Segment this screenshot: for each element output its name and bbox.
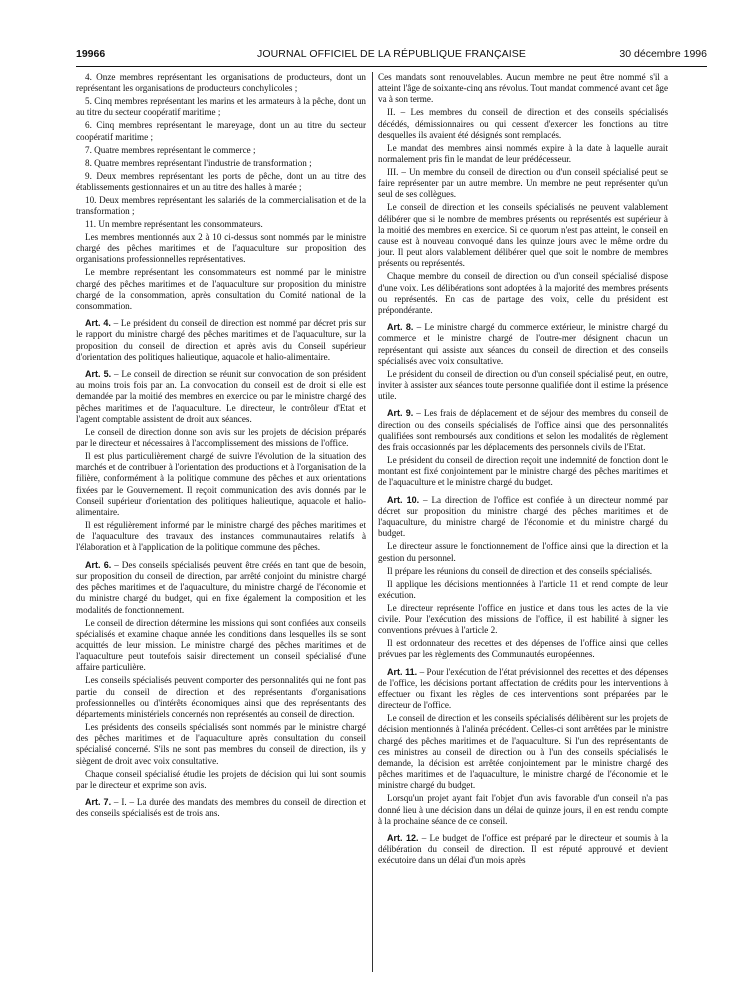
paragraph — [76, 145, 366, 156]
paragraph — [76, 722, 366, 767]
paragraph-text: Le conseil de direction détermine les missions qui sont confiées aux conseils spécialisés et examine chaque année les conditions dans lesquelles ils se sont acquittés de leur mission. Le ministre chargé des pêches maritimes et de l'aquaculture peut toutefois saisir directement un conseil spécialisé d'une affaire particulière. — [76, 617, 366, 673]
paragraph-text: 5. Cinq membres représentant les marins et les armateurs à la pêche, dont un au titre du secteur coopératif maritime ; — [76, 96, 366, 118]
paragraph — [378, 143, 668, 165]
paragraph — [378, 202, 668, 269]
paragraph-text: Le président du conseil de direction ou d'un conseil spécialisé peut, en outre, inviter à assister aux séances toute personne qualifiée dont il estime la présence utile. — [378, 368, 668, 402]
paragraph-text: – Le ministre chargé du commerce extérieur, le ministre chargé du commerce et le ministre chargé de l'outre-mer désignent chacun un représentant qui assiste aux séances du conseil de direction et des conseils spécialisés avec voix consultative. — [378, 322, 668, 366]
article-number: Art. 10. — [387, 494, 420, 505]
paragraph — [76, 675, 366, 720]
publication-date: 30 décembre 1996 — [619, 48, 707, 60]
paragraph — [76, 171, 366, 193]
paragraph-text: – Des conseils spécialisés peuvent être créés en tant que de besoin, sur proposition du conseil de direction, par arrêté conjoint du ministre chargé des pêches maritimes et de l'aquaculture, du ministre chargé de l'économie et du ministre chargé du budget, qui en fixe également la composition et les modalités de fonctionnement. — [76, 559, 366, 615]
paragraph-text: – Pour l'exécution de l'état prévisionnel des recettes et des dépenses de l'office, les décisions portant affectation de crédits pour les interventions à effectuer ou fixant les règles de ces interventions sont préparées par le directeur de l'office. — [378, 666, 668, 711]
paragraph — [76, 232, 366, 266]
article-paragraph — [378, 495, 668, 540]
paragraph — [378, 579, 668, 601]
paragraph — [76, 120, 366, 142]
paragraph — [76, 520, 366, 554]
paragraph-text: 9. Deux membres représentant les ports de pêche, dont un au titre des établissements gestionnaires et un au titre des halles à marée ; — [76, 170, 366, 192]
paragraph — [76, 618, 366, 674]
paragraph-text: – La direction de l'office est confiée à un directeur nommé par décret sur proposition du ministre chargé des pêches maritimes et de l'aquaculture, du ministre chargé de l'économie et du ministre chargé du budget. — [378, 494, 668, 539]
paragraph-text: Il applique les décisions mentionnées à l'article 11 et rend compte de leur exécution. — [378, 578, 668, 600]
paragraph-text: Le directeur assure le fonctionnement de l'office ainsi que la direction et la gestion du personnel. — [378, 541, 668, 563]
article-paragraph — [378, 322, 668, 367]
article-paragraph — [378, 667, 668, 712]
article-number: Art. 8. — [387, 322, 414, 333]
paragraph-text: 11. Un membre représentant les consommateurs. — [85, 219, 263, 230]
article-number: Art. 7. — [85, 796, 112, 807]
paragraph-text: Chaque conseil spécialisé étudie les projets de décision qui lui sont soumis par le directeur et exprime son avis. — [76, 768, 366, 790]
article-number: Art. 9. — [387, 408, 414, 419]
paragraph — [76, 267, 366, 312]
paragraph-text: Chaque membre du conseil de direction ou d'un conseil spécialisé dispose d'une voix. Les délibérations sont adoptées à la majorité des membres présents ou représentés. En cas de partage des voix, celle du président est prépondérante. — [378, 271, 668, 316]
paragraph-text: Le mandat des membres ainsi nommés expire à la date à laquelle aurait normalement pris fin le mandat de leur prédécesseur. — [378, 142, 668, 165]
left-column — [76, 72, 366, 821]
paragraph-text: III. – Un membre du conseil de direction ou d'un conseil spécialisé peut se faire représenter par un autre membre. Un membre ne peut représenter qu'un seul de ses collègues. — [378, 167, 668, 200]
paragraph — [76, 427, 366, 449]
paragraph-text: 8. Quatre membres représentant l'industrie de transformation ; — [85, 157, 312, 168]
paragraph-text: Le membre représentant les consommateurs est nommé par le ministre chargé des pêches maritimes et de l'aquaculture sur proposition du ministre chargé de la consommation, après consultation du Comité national de la consommation. — [76, 267, 366, 312]
article-number: Art. 11. — [387, 666, 418, 677]
paragraph — [76, 769, 366, 791]
paragraph — [76, 195, 366, 217]
article-paragraph — [378, 833, 668, 867]
paragraph — [76, 72, 366, 94]
paragraph — [378, 72, 668, 106]
article-number: Art. 6. — [85, 559, 112, 570]
paragraph — [378, 566, 668, 577]
paragraph-text: Le conseil de direction donne son avis sur les projets de décision préparés par le directeur et nécessaires à l'accomplissement des missions de l'office. — [76, 426, 366, 449]
paragraph — [378, 793, 668, 827]
paragraph — [378, 455, 668, 489]
paragraph-text: – Le président du conseil de direction est nommé par décret pris sur le rapport du ministre chargé des pêches maritimes et de l'aquaculture, sur la proposition du conseil de direction et après avis du Conseil supérieur d'orientation des politiques halieutique, aquacole et halio-alimentaire. — [76, 318, 366, 362]
paragraph — [378, 603, 668, 637]
paragraph-text: Le président du conseil de direction reçoit une indemnité de fonction dont le montant est fixé conjointement par le ministre chargé des pêches maritimes et de l'aquaculture et le ministre chargé du budget. — [378, 455, 668, 488]
header-rule — [76, 66, 707, 67]
article-paragraph — [76, 318, 366, 363]
paragraph-text: Lorsqu'un projet ayant fait l'objet d'un avis favorable d'un conseil n'a pas donné lieu à une décision dans un délai de quinze jours, il en est rendu compte à la prochaine séance de ce conseil. — [378, 793, 668, 826]
article-paragraph — [76, 369, 366, 425]
paragraph-text: Il est ordonnateur des recettes et des dépenses de l'office ainsi que celles prévues par les règlements des Communautés européennes. — [378, 638, 668, 660]
article-number: Art. 12. — [387, 832, 419, 843]
paragraph — [378, 167, 668, 201]
article-paragraph — [76, 560, 366, 616]
paragraph-text: – Le conseil de direction se réunit sur convocation de son président au moins trois fois par an. La convocation du conseil est de droit si elle est demandée par la moitié des membres en exercice ou par le ministre chargé des pêches maritimes et de l'aquaculture. Le directeur, le contrôleur d'Etat et l'agent comptable assistent de droit aux séances. — [76, 369, 366, 424]
article-number: Art. 5. — [85, 369, 112, 380]
article-number: Art. 4. — [85, 318, 111, 329]
paragraph-text: 10. Deux membres représentant les salariés de la commercialisation et de la transformation ; — [76, 194, 366, 217]
paragraph-text: Les conseils spécialisés peuvent comporter des personnalités qui ne font pas partie du conseil de direction et des représentants d'organisations professionnelles ou d'intérêts économiques ainsi que des représentants des départements ministériels concernés non représentés au conseil de direction. — [76, 675, 366, 719]
paragraph-text: – Le budget de l'office est préparé par le directeur et soumis à la délibération du conseil de direction. Il est réputé approuvé et devient exécutoire dans un délai d'un mois après — [378, 832, 669, 866]
right-column — [378, 72, 668, 868]
page-header — [76, 48, 707, 64]
paragraph-text: 7. Quatre membres représentant le commerce ; — [85, 144, 256, 155]
paragraph-text: Il est régulièrement informé par le ministre chargé des pêches maritimes et de l'aquaculture des travaux des instances communautaires relatifs à l'élaboration et à l'application de la politique commune des pêches. — [76, 520, 366, 553]
page-number: 19966 — [76, 48, 106, 60]
paragraph — [378, 369, 668, 403]
paragraph-text: Le conseil de direction et les conseils spécialisés ne peuvent valablement délibérer que si le nombre de membres présents ou représentés est supérieur à la moitié des membres en exercice. Si ce quorum n'est pas atteint, le conseil en cause est à nouveau convoqué dans les quinze jours avec le même ordre du jour. Il peut alors valablement délibérer quel que soit le nombre de membres présents ou représentés. — [378, 202, 668, 269]
paragraph — [76, 451, 366, 518]
paragraph-text: Ces mandats sont renouvelables. Aucun membre ne peut être nommé s'il a atteint l'âge de soixante-cinq ans révolus. Tout mandat commencé avant cet âge va à son terme. — [378, 72, 668, 105]
paragraph-text: Les membres mentionnés aux 2 à 10 ci-dessus sont nommés par le ministre chargé des pêches maritimes et de l'aquaculture sur proposition des organisations professionnelles représentatives. — [76, 232, 366, 265]
column-divider — [372, 72, 373, 972]
paragraph-text: II. – Les membres du conseil de direction et des conseils spécialisés décédés, démissionnaires ou qui cessent d'exercer les fonctions au titre desquelles ils avaient été désignés sont remplacés. — [378, 107, 668, 140]
article-paragraph — [378, 408, 668, 453]
paragraph-text: 6. Cinq membres représentant le mareyage, dont un au titre du secteur coopératif maritime ; — [76, 120, 366, 142]
paragraph — [76, 219, 366, 230]
paragraph — [76, 96, 366, 118]
paragraph — [76, 158, 366, 169]
paragraph — [378, 271, 668, 316]
paragraph-text: Le directeur représente l'office en justice et dans tous les actes de la vie civile. Pour l'exécution des missions de l'office, il est habilité à signer les conventions prévues à l'article 2. — [378, 602, 668, 636]
paragraph-text: 4. Onze membres représentant les organisations de producteurs, dont un représentant les organisations de producteurs conchylicoles ; — [76, 72, 366, 94]
article-paragraph — [76, 797, 366, 819]
paragraph — [378, 638, 668, 660]
paragraph — [378, 713, 668, 791]
paragraph — [378, 107, 668, 141]
paragraph — [378, 541, 668, 563]
paragraph-text: Il prépare les réunions du conseil de direction et des conseils spécialisés. — [387, 565, 653, 576]
journal-title: JOURNAL OFFICIEL DE LA RÉPUBLIQUE FRANÇAISE — [257, 48, 526, 60]
paragraph-text: Le conseil de direction et les conseils spécialisés délibèrent sur les projets de décision mentionnés à l'alinéa précédent. Celles-ci sont arrêtées par le ministre chargé des pêches maritimes et de l'aquaculture. Si l'un des représentants de ces ministres au conseil de direction ou à l'un des conseils spécialisés le demande, la décision est arrêtée conjointement par le ministre chargé des pêches maritimes et de l'aquaculture, le ministre chargé de l'économie et le ministre chargé du budget. — [378, 713, 668, 791]
paragraph-text: – I. – La durée des mandats des membres du conseil de direction et des conseils spécialisés est de trois ans. — [76, 796, 366, 819]
paragraph-text: Les présidents des conseils spécialisés sont nommés par le ministre chargé des pêches maritimes et de l'aquaculture après consultation du conseil spécialisé concerné. S'ils ne sont pas membres du conseil de direction, ils y siègent de droit avec voix consultative. — [76, 721, 366, 766]
paragraph-text: – Les frais de déplacement et de séjour des membres du conseil de direction ou des conseils spécialisés de l'office ainsi que des personnalités qualifiées sont remboursés aux conditions et selon les modalités de règlement des frais occasionnés par les déplacements des personnels civils de l'Etat. — [378, 408, 668, 453]
paragraph-text: Il est plus particulièrement chargé de suivre l'évolution de la situation des marchés et de contribuer à l'orientation des productions et à l'organisation de la filière, conformément à la politique commune des pêches et aux orientations fixées par le Gouvernement. Il reçoit communication des avis donnés par le Conseil supérieur d'orientation des politiques halieutique, aquacole et halio-alimentaire. — [76, 451, 366, 518]
